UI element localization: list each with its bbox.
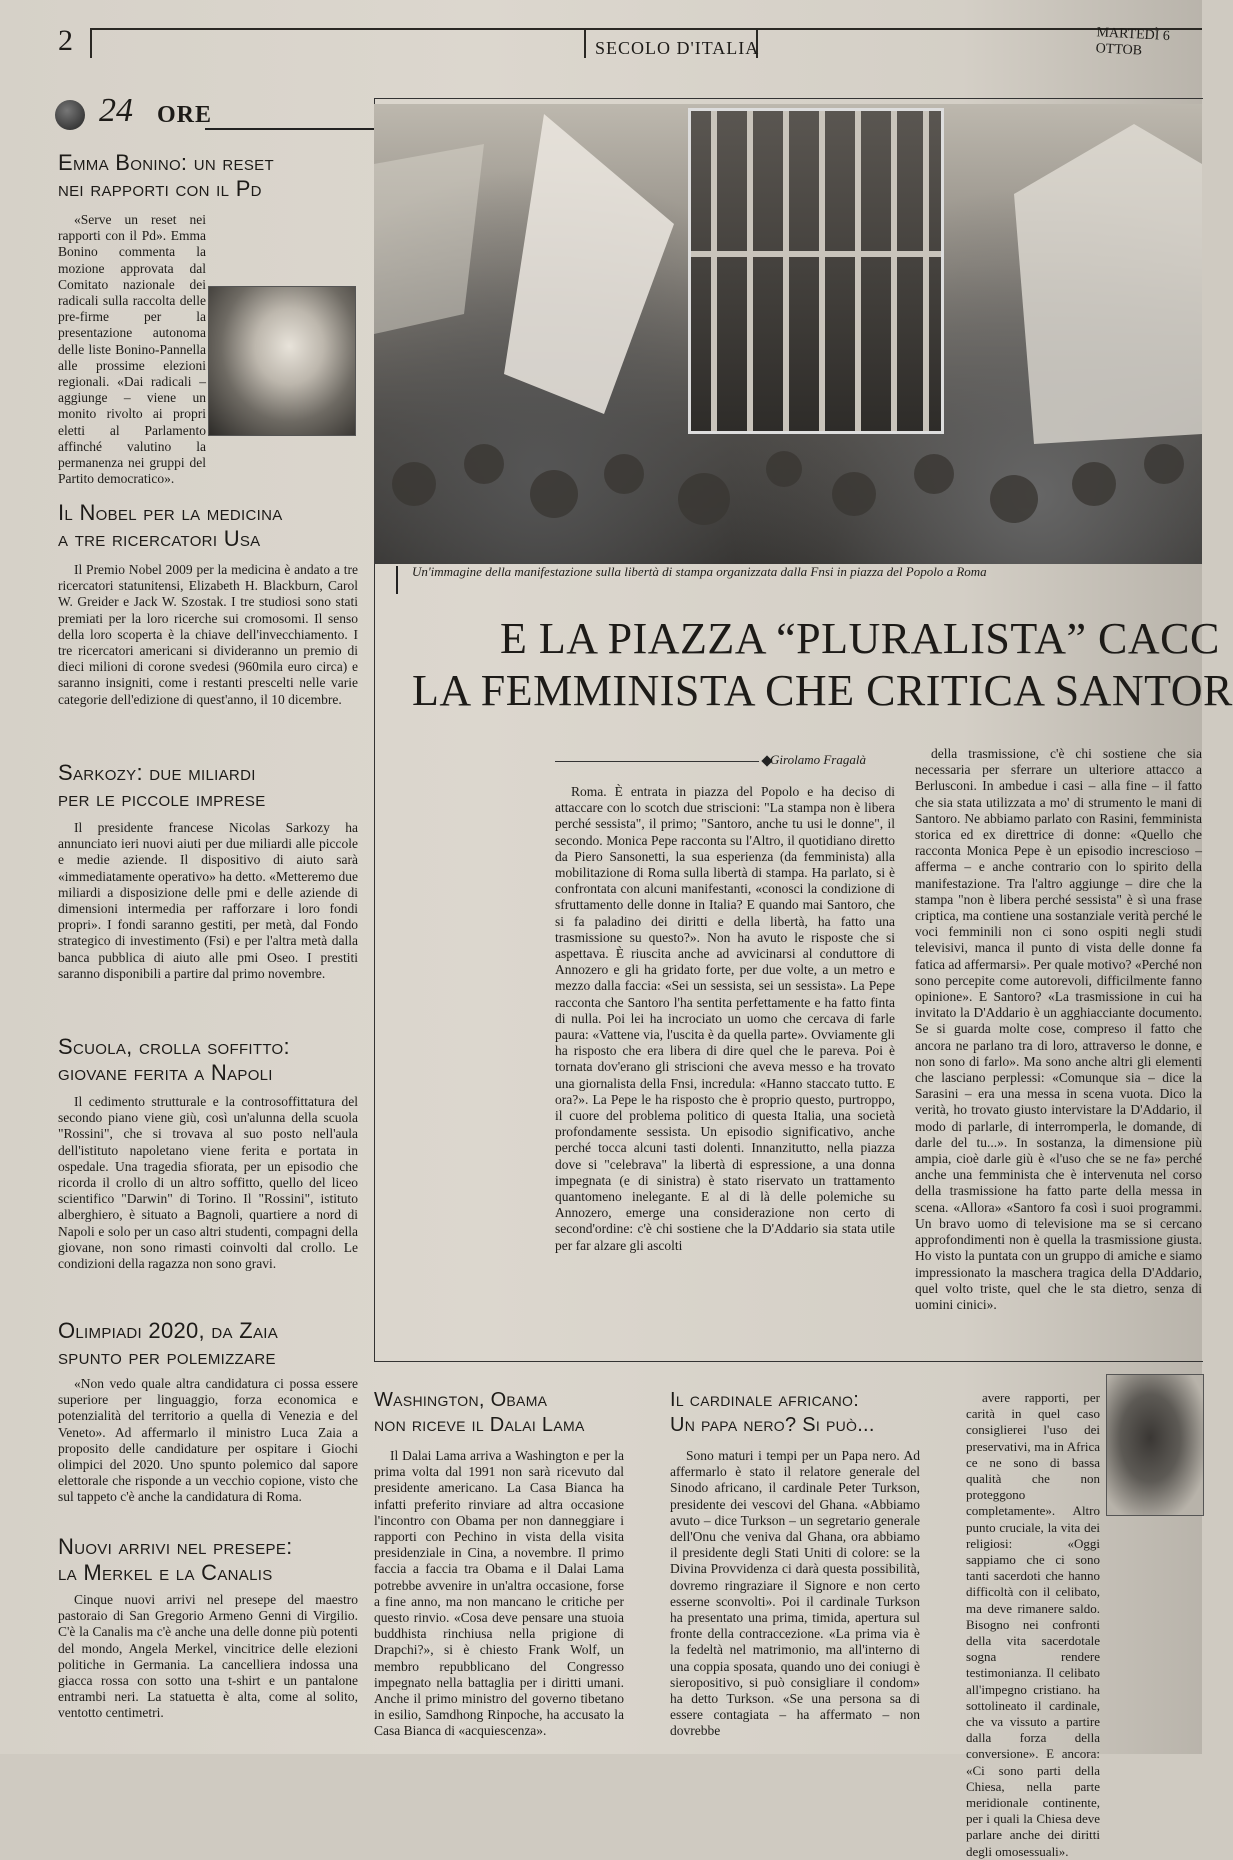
headline-cardinale: Il cardinale africano: Un papa nero? Si può... bbox=[670, 1389, 875, 1436]
globe-icon bbox=[55, 100, 85, 130]
main-story-column-2: della trasmissione, c'è chi sostiene che sia necessaria per sferrare un ulteriore attacco a Berlusconi. In ambedue i casi – alla fine – il fatto che sia stata utilizzata a mo' di strumento le mani di Santoro. Ne abbiamo parlato con Rasini, femminista storica ed ex direttrice di donne: «Quello che racconta Monica Pepe è un episodio increscioso – afferma – e anche contrario con lo spirito della manifestazione. Tra l'altro aggiunge – dire che la stampa "non è libera perché sessista" è sì una frase criptica, ma contiene una sostanziale verità perché le voci femminili non ci sono ospiti negli studi televisivi, manca il punto di vista delle donne fa fatica ad affermarsi». Per quale motivo? «Perché non sono percepite come autorevoli, difficilmente fanno opinione». E Santoro? «La trasmissione in cui ha invitato la D'Addario è un agghiacciante documento. Se si guarda molte cose, compreso il fatto che ancora ne parlano tra di loro, attraverso le donne, e non sono di farlo». Ma sono anche altri gli elementi che lasciano perplessi: «Comunque sia – dice la Sarasini – era una messa in scena vuota. Dico la verità, ho trovato giusto intervistare la D'Addario, il modo di parlarle, di interromperla, le domande, di darle del tu...». In sostanza, la dimensione più ampia, cioè darle giù è «l'uso che se ne fa» perché anche una femminista che è intervenuta nel corso della trasmissione ha fatto parte della messa in scena. «Allora» «Santoro fa così i suoi programmi. Un bravo uomo di televisione ma se si cercano approfondimenti non è quella la trasmissione giusta. Ho visto la puntata con un gruppo di amiche e siamo impressionato la maschera tragica della D'Addario, quel volto triste, quel che le sta dietro, senza di uomini cinici». bbox=[915, 746, 1202, 1312]
header-rule-tick bbox=[90, 28, 92, 58]
issue-date: MARTEDÌ 6 OTTOB bbox=[1095, 25, 1171, 59]
section-logo bbox=[55, 92, 355, 134]
caption-marker bbox=[396, 566, 398, 594]
photo-placard-bars bbox=[688, 108, 944, 434]
article-body-nobel: Il Premio Nobel 2009 per la medicina è andato a tre ricercatori statunitensi, Elizabeth H. Blackburn, Carol W. Greider e Jack W. Szostak. I tre studiosi sono stati premiati per la loro ricerche sui cromosomi. Il senso della loro scoperta è la chiave dell'invecchiamento. I tre ricercatori americani si divideranno un premio di dieci milioni di corone svedesi (960mila euro circa) e saranno insigniti, come i restanti prescelti nelle varie categorie dell'edizione di quest'anno, il 10 dicembre. bbox=[58, 562, 358, 707]
headline-dalai-lama: Washington, Obama non riceve il Dalai Lama bbox=[374, 1389, 585, 1436]
article-body-cardinale: Sono maturi i tempi per un Papa nero. Ad affermarlo è stato il relatore generale del Sinodo africano, il cardinale Peter Turkson, presidente dei vescovi del Ghana. «Abbiamo avuto – dice Turkson – un segretario generale dell'Onu che veniva dal Ghana, ora abbiamo il presidente degli Stati Uniti di colore: se la Divina Provvidenza ci darà questa possibilità, dovremo ringraziare il Signore e non certo esserne sconvolti». Poi il cardinale Turkson ha presentato una prima, timida, apertura sul fronte della contraccezione. «La prima via è la fedeltà nel matrimonio, ma all'interno di una coppia sposata, quando uno dei coniugi è sieropositivo, si può consigliare il condom» ha detto Turkson. «Se una persona sa di essere contagiata – ha affermato – non dovrebbe bbox=[670, 1448, 920, 1739]
article-body-olimpiadi: «Non vedo quale altra candidatura ci possa essere superiore per linguaggio, forza economica e potenzialità del territorio a quella di Venezia e del Veneto». Ad affermarlo il ministro Luca Zaia a proposito delle candidature per ospitare i Giochi olimpici del 2020. Uno spunto polemico dal sapore elettorale che risponde a un vecchio copione, visto che sul tappeto c'è anche la candidatura di Roma. bbox=[58, 1376, 358, 1505]
logo-number: 24 bbox=[99, 92, 133, 129]
headline-presepe: Nuovi arrivi nel presepe: la Merkel e la Canalis bbox=[58, 1534, 293, 1585]
headline-sarkozy: Sarkozy: due miliardi per le piccole imprese bbox=[58, 760, 266, 811]
article-body-presepe: Cinque nuovi arrivi nel presepe del maestro pastoraio di San Gregorio Armeno Genni di Virgilio. C'è la Canalis ma c'è anche una delle donne più potenti del mondo, Angela Merkel, vincitrice delle elezioni politiche in Germania. La cancelliera indossa una giacca rossa con sotto una t-shirt e un pantalone entrambi neri. La statuetta è alta, come al solito, ventotto centimetri. bbox=[58, 1592, 358, 1721]
main-story-column-1: Roma. È entrata in piazza del Popolo e ha deciso di attaccare con lo scotch due striscioni: "La stampa non è libera perché sessista", il primo; "Santoro, anche tu usi le donne", il secondo. Monica Pepe racconta su l'Altro, il quotidiano diretto da Piero Sansonetti, la sua esperienza (da femminista) alla mobilitazione di Roma sulla libertà di stampa. Ha parlato, si è confrontata con alcuni manifestanti, «conosci la condizione di sfruttamento delle donne in Italia? E quando mai Santoro, che si fa paladino dei diritti e della libertà, ha fatto una trasmissione su questo?». Non ha avuto le risposte che si aspettava. È riuscita anche ad avvicinarsi al conduttore di Annozero e gli ha gridato forte, per due volte, a un metro e mezzo dalla faccia: «Sei un sessista, sei un sessista». La Pepe racconta che Santoro l'ha sentita perfettamente e ha fatto finta di nulla. Poi lei ha incrociato un uomo che cercava di farle paura: «Vattene via, l'uscita è da quella parte». Ovviamente gli ha risposto che era libera di dire quel che le pareva. Poi è tornata dov'erano gli striscioni che aveva messo e ha trovato una giornalista della Fnsi, incredula: «Hanno staccato tutto. E ora?». La Pepe le ha risposto che è proprio questo, purtroppo, il cuore del problema politico di questa Italia, una società profondamente sessista. Un episodio significativo, anche perché tocca alcuni tasti dolenti. Innanzitutto, nella piazza dove si "celebrava" la libertà di espressione, a una donna impegnata (e di sinistra) è stato riservato un trattamento quantomeno inelegante. E al di là delle polemiche su Annozero, emerge una considerazione non certo di second'ordine: c'è chi sostiene che la D'Addario sia stata utile per far alzare gli ascolti bbox=[555, 784, 895, 1253]
header-rule-tick bbox=[584, 28, 586, 58]
page-number: 2 bbox=[58, 24, 73, 57]
byline-rule bbox=[555, 761, 759, 762]
main-headline-line1: E LA PIAZZA “PLURALISTA” CACC bbox=[500, 614, 1220, 663]
logo-word: ORE bbox=[157, 102, 213, 128]
header-rule bbox=[90, 28, 1202, 30]
article-body-bonino: «Serve un reset nei rapporti con il Pd». Emma Bonino commenta la mozione approvata dal Comitato nazionale dei radicali sulla raccolta delle pre-firme per la presentazione autonoma delle liste Bonino-Pannella alle prossime elezioni regionali. «Dai radicali – aggiunge – viene un monito rivolto ai propri eletti al Parlamento affinché valutino la permanenza nei gruppi del Partito democratico». bbox=[58, 212, 206, 487]
photo-turkson bbox=[1106, 1374, 1204, 1516]
headline-olimpiadi: Olimpiadi 2020, da Zaia spunto per polemizzare bbox=[58, 1318, 279, 1369]
headline-scuola: Scuola, crolla soffitto: giovane ferita a Napoli bbox=[58, 1034, 290, 1085]
article-body-cardinale-continued: avere rapporti, per carità in quel caso consiglierei l'uso dei preservativi, ma in Africa ce ne sono di bassa qualità che non proteggono completamente». Altro punto cruciale, la vita dei religiosi: «Oggi sappiamo che ci sono tanti sacerdoti che hanno difficoltà con il celibato, ma deve rimanere saldo. Bisogno nei confronti della vita sacerdotale sogna rendere testimonianza. Il celibato all'impegno cristiano. ha sottolineato il cardinale, che va vissuto a partire dalla forza della conversione». E ancora: «Ci sono parti della Chiesa, nella parte meridionale continente, per i quali la Chiesa deve parlare anche dei diritti degli omosessuali». bbox=[966, 1390, 1100, 1859]
article-body-dalai-lama: Il Dalai Lama arriva a Washington e per la prima volta dal 1991 non sarà ricevuto dal presidente americano. La Casa Bianca ha infatti preferito rinviare ad altra occasione l'incontro con Obama per non danneggiare i rapporti con Pechino in vista della visita presidenziale in Cina, a novembre. Il primo faccia a faccia tra Obama e il Dalai Lama potrebbe avvenire in un'altra occasione, forse a fine anno, ma non mancano le critiche per questo rinvio. «Cosa deve pensare una stuoia buddhista rinchiusa nella prigione di Drapchi?», si è chiesto Frank Wolf, un membro repubblicano del Congresso impegnato nella battaglia per i diritti umani. Anche il primo ministro del governo tibetano in esilio, Samdhong Rinpoche, ha accusato la Casa Bianca di «acquiescenza». bbox=[374, 1448, 624, 1739]
article-body-sarkozy: Il presidente francese Nicolas Sarkozy ha annunciato ieri nuovi aiuti per due miliardi alle piccole e medie aziende. Il dispositivo di aiuto sarà «immediatamente operativo» ha detto. «Metteremo due miliardi a disposizione delle pmi e delle aziende di dimensioni intermedia per rafforzare i loro fondi propri». I fondi saranno gestiti, per metà, dal Fondo strategico di investimento (Fsi) e per l'altra metà dalla banca pubblica di aiuto alle pmi Oseo. I prestiti saranno disponibili a partire dal primo novembre. bbox=[58, 820, 358, 981]
newspaper-name: SECOLO D'ITALIA bbox=[595, 38, 760, 58]
photo-caption: Un'immagine della manifestazione sulla libertà di stampa organizzata dalla Fnsi in piazza del Popolo a Roma bbox=[412, 564, 987, 579]
main-headline-line2: LA FEMMINISTA CHE CRITICA SANTOR bbox=[412, 666, 1233, 715]
headline-bonino: Emma Bonino: un reset nei rapporti con il Pd bbox=[58, 150, 274, 201]
headline-nobel: Il Nobel per la medicina a tre ricercatori Usa bbox=[58, 500, 283, 551]
article-body-scuola: Il cedimento strutturale e la controsoffittatura del secondo piano viene giù, così un'alunna della scuola "Rossini", che si trovava al suo posto nell'aula dell'istituto napoletano viene ferita e portata in ospedale. Una tragedia sfiorata, per un episodio che ricorda il crollo di un altro soffitto, quello del liceo scientifico "Darwin" di Torino. Il "Rossini", istituto alberghiero, è situato a Bagnoli, quartiere a nord di Napoli e solo per un caso altri studenti, compagni della giovane, non sono rimasti coinvolti dal crollo. Le condizioni della ragazza non sono gravi. bbox=[58, 1094, 358, 1272]
byline: Girolamo Fragalà bbox=[770, 752, 866, 767]
